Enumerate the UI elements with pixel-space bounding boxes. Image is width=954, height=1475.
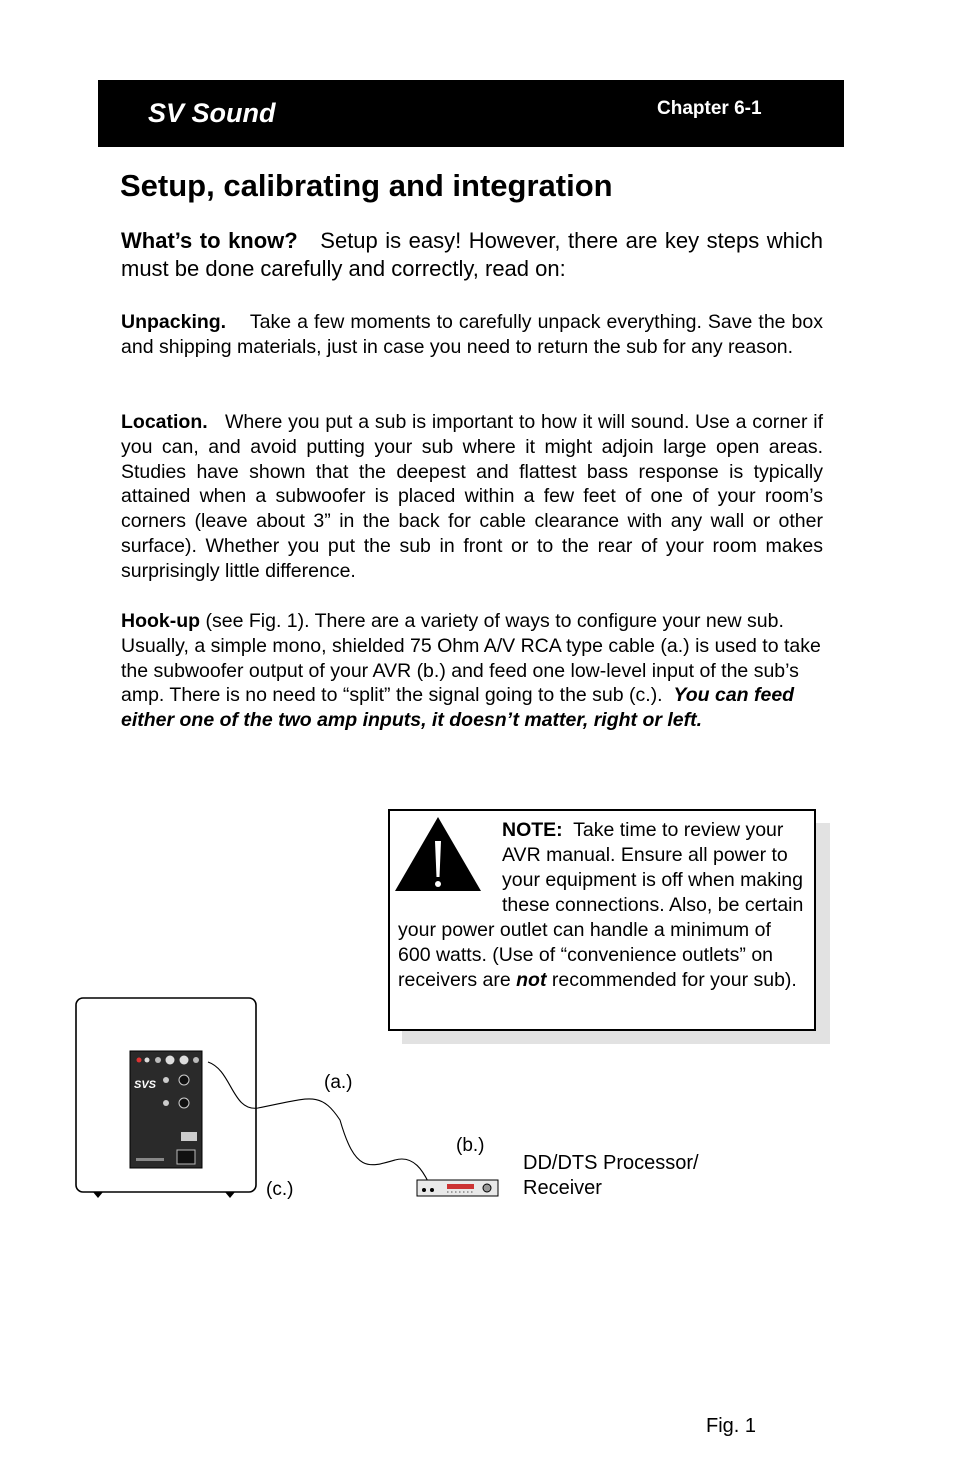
receiver-label xyxy=(523,1151,699,1201)
hookup-text: (see Fig. 1). There are a variety of ways to configure your new sub. Usually, a simple mono, shielded 75 Ohm A/V RCA type cable (a.) is used to take the subwoofer output of your AVR (b.) and feed one low-level input of the sub’s amp. There is no need to “split” the signal going to the sub (c.). xyxy=(121,610,821,707)
hookup-paragraph xyxy=(121,609,821,733)
subwoofer-foot-right xyxy=(225,1192,235,1198)
intro-lead: What’s to know? xyxy=(121,228,298,253)
brand-name: SV Sound xyxy=(148,98,276,128)
label-a: (a.) xyxy=(324,1072,353,1093)
hookup-lead: Hook-up xyxy=(121,610,201,632)
subwoofer-foot-left xyxy=(93,1192,103,1198)
hookup-emphasis: You can feed either one of the two amp inputs, it doesn’t matter, right or left. xyxy=(121,684,795,732)
label-b: (b.) xyxy=(456,1135,485,1156)
unpacking-paragraph xyxy=(121,310,823,360)
page-title: Setup, calibrating and integration xyxy=(120,168,613,203)
diagram-graphics xyxy=(0,990,954,1220)
receiver-label-line1: DD/DTS Processor/ xyxy=(523,1152,699,1174)
hookup-diagram xyxy=(0,990,954,1220)
note-emphasis: not xyxy=(516,969,547,991)
unpacking-lead: Unpacking. xyxy=(121,311,227,333)
figure-label: Fig. 1 xyxy=(706,1415,757,1437)
note-body: Take time to review your AVR manual. Ensure all power to your equipment is off when making these connections. Also, be certain your power outlet can handle a minimum of 600 watts. (Use of “convenience outlets” on receivers are xyxy=(398,819,804,991)
chapter-label: Chapter 6-1 xyxy=(657,98,762,119)
label-c: (c.) xyxy=(266,1179,294,1200)
location-lead: Location. xyxy=(121,411,208,433)
location-text: Where you put a sub is important to how it will sound. Use a corner if you can, and avoid putting your sub where it might adjoin large open areas. Studies have shown that the deepest and flattest bass response is typically attained when a subwoofer is placed within a few feet of one of your room’s corners (leave about 3” in the back for cable clearance with any wall or other surface). Whether you put the sub in front or to the rear of your room makes surprisingly little difference. xyxy=(121,411,823,582)
note-lead: NOTE: xyxy=(502,819,563,841)
receiver-label-line2: Receiver xyxy=(523,1177,602,1199)
intro-text: Setup is easy! However, there are key steps which must be done carefully and correctly, read on: xyxy=(121,228,824,281)
location-paragraph xyxy=(121,410,823,584)
note-tail: recommended for your sub). xyxy=(551,969,797,991)
amp-plate xyxy=(130,1051,202,1168)
amp-logo: SVS xyxy=(134,1079,157,1091)
header-bar xyxy=(98,80,844,147)
unpacking-text: Take a few moments to carefully unpack everything. Save the box and shipping materials, just in case you need to return the sub for any reason. xyxy=(121,311,823,358)
receiver-unit xyxy=(417,1180,498,1196)
note-text xyxy=(398,818,808,993)
intro-paragraph xyxy=(121,227,823,283)
